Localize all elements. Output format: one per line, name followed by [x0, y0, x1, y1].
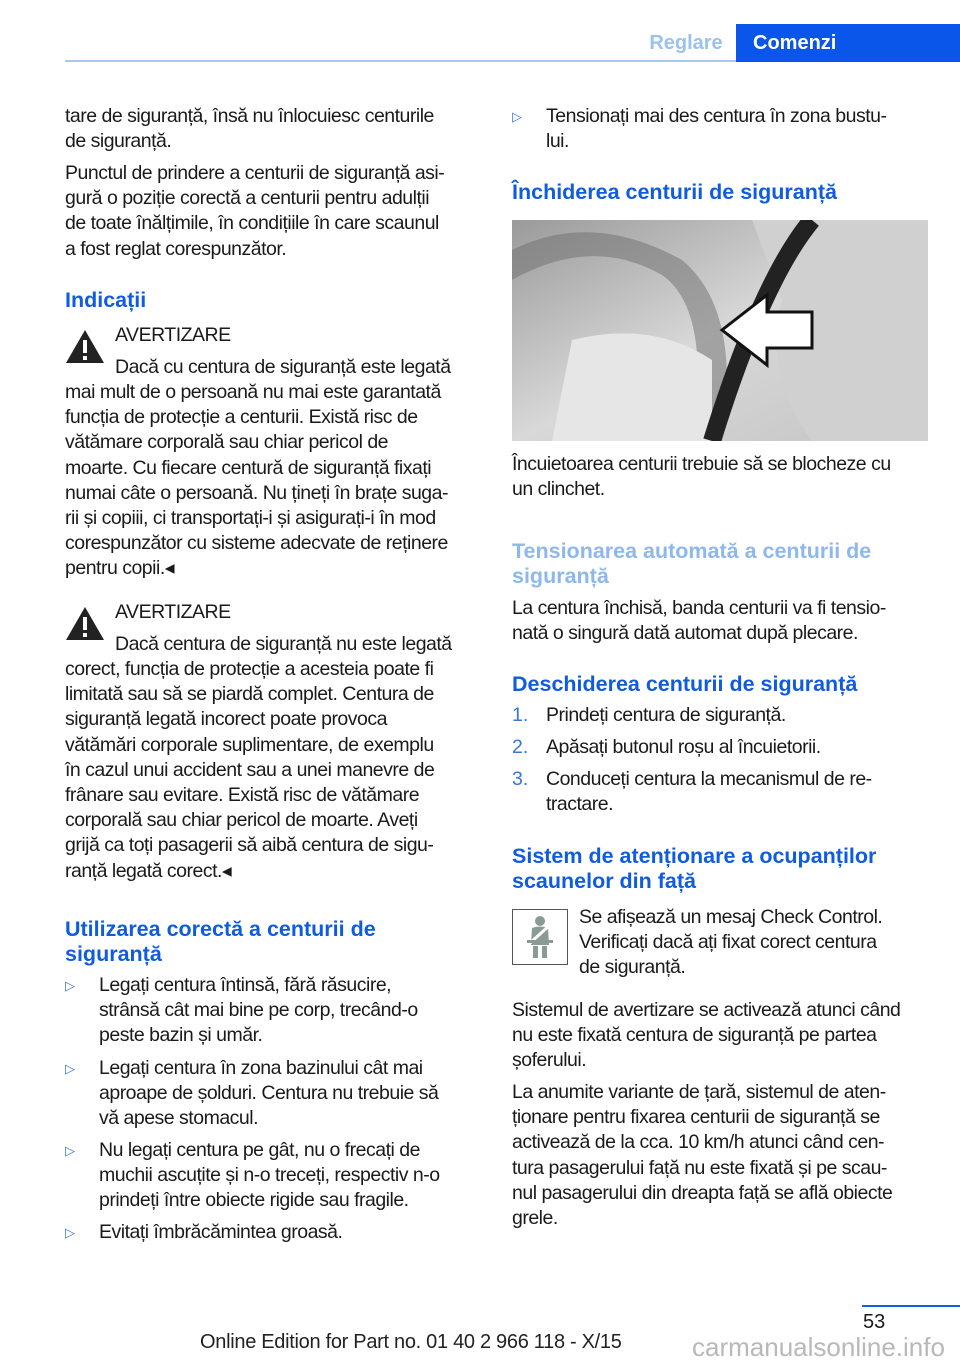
step-number: 2. — [512, 736, 529, 758]
bullet-triangle-icon: ▷ — [65, 1143, 75, 1158]
text-line: Verificați dacă ați fixat corect centura — [579, 931, 877, 954]
text-line: de siguranță. — [65, 130, 172, 153]
text-line: Prindeți centura de siguranță. — [546, 704, 786, 726]
bullet-triangle-icon: ▷ — [512, 109, 522, 124]
text-line: grijă ca toți pasagerii să aibă centura de sigu- — [65, 834, 434, 857]
text-line: aproape de șolduri. Centura nu trebuie să — [99, 1082, 439, 1105]
text-line: Legați centura în zona bazinului cât mai — [99, 1057, 423, 1079]
text-line: funcția de protecție a centurii. Există risc de — [65, 406, 418, 429]
warning-triangle-icon — [65, 328, 105, 364]
warning-triangle-icon — [65, 605, 105, 641]
text-line: a fost reglat corespunzător. — [65, 237, 287, 260]
bullet-text — [99, 973, 485, 1049]
seatbelt-buckle-photo — [512, 220, 928, 441]
text-line: Legați centura întinsă, fără răsucire, — [99, 974, 392, 996]
bullet-item — [65, 1138, 485, 1214]
heading-utilizarea — [65, 917, 376, 967]
text-line: strânsă cât mai bine pe corp, trecând-o — [99, 999, 418, 1022]
text-line: La anumite variante de țară, sistemul de aten- — [512, 1081, 886, 1103]
text-line: de siguranță. — [579, 956, 686, 979]
bullet-item — [65, 1220, 485, 1245]
text-line: șoferului. — [512, 1049, 587, 1072]
text-line: Încuietoarea centurii trebuie să se blocheze cu — [512, 453, 891, 475]
text-line: siguranță — [65, 942, 162, 966]
warning-text — [65, 657, 434, 884]
heading-deschiderea: Deschiderea centurii de siguranță — [512, 672, 858, 696]
text-line: vătămare corporală sau chiar pericol de — [65, 431, 389, 454]
bullet-triangle-icon: ▷ — [65, 978, 75, 993]
system-paragraph — [512, 998, 900, 1074]
text-line: de toate înălțimile, în condițiile în care scaunul — [65, 212, 439, 235]
bullet-text — [99, 1056, 485, 1132]
step-number: 1. — [512, 704, 529, 726]
warning-text-first: Dacă centura de siguranță nu este legată — [115, 633, 452, 655]
photo-caption — [512, 452, 891, 502]
step-text — [546, 703, 932, 728]
page-number: 53 — [863, 1311, 886, 1333]
anchor-paragraph — [65, 161, 444, 262]
heading-inchiderea: Închiderea centurii de siguranță — [512, 180, 837, 204]
text-line: în cazul unui accident sau a unei manevre de — [65, 758, 435, 781]
text-line: Conduceți centura la mecanismul de re- — [546, 768, 872, 790]
text-line: pentru copii.◂ — [65, 557, 175, 580]
text-line: activează de la cca. 10 km/h atunci când cen- — [512, 1131, 885, 1154]
heading-sistem — [512, 844, 876, 894]
tab-reglare[interactable]: Reglare — [649, 32, 723, 54]
step-number: 3. — [512, 768, 529, 790]
check-control-text — [579, 905, 882, 981]
text-line: nată o singură dată automat după plecare. — [512, 622, 858, 645]
text-line: Apăsați butonul roșu al încuietorii. — [546, 736, 821, 758]
text-line: peste bazin și umăr. — [99, 1024, 263, 1047]
text-line: Se afișează un mesaj Check Control. — [579, 906, 883, 928]
text-line: tare de siguranță, însă nu înlocuiesc centurile — [65, 105, 434, 127]
text-line: tractare. — [546, 793, 614, 816]
text-line: limitată sau să se piardă complet. Centura de — [65, 683, 434, 706]
text-line: vă apese stomacul. — [99, 1107, 259, 1130]
text-line: lui. — [546, 130, 569, 153]
system-paragraph-2 — [512, 1080, 892, 1231]
text-line: Sistemul de avertizare se activează atunci când — [512, 999, 901, 1021]
warning-title: AVERTIZARE — [115, 324, 231, 346]
text-line: ranță legată corect.◂ — [65, 859, 232, 882]
text-line: corect, funcția de protecție a acesteia poate fi — [65, 658, 434, 680]
text-line: tura pasagerului față nu este fixată și pe scau- — [512, 1156, 887, 1179]
text-line: un clinchet. — [512, 478, 605, 501]
text-line: Nu legați centura pe gât, nu o frecați de — [99, 1139, 420, 1161]
text-line: corporală sau chiar pericol de moarte. Aveți — [65, 809, 418, 832]
tension-paragraph — [512, 596, 886, 646]
text-line: Tensionarea automată a centurii de — [512, 539, 872, 563]
heading-indicatii: Indicații — [65, 288, 147, 312]
heading-tensionarea — [512, 539, 871, 589]
intro-paragraph — [65, 104, 434, 154]
text-line: Punctul de prindere a centurii de siguranță asi- — [65, 162, 445, 184]
step-text — [546, 767, 932, 817]
text-line: Tensionați mai des centura în zona bustu- — [546, 105, 887, 127]
bullet-triangle-icon: ▷ — [65, 1225, 75, 1240]
bullet-triangle-icon: ▷ — [65, 1061, 75, 1076]
text-line: moarte. Cu fiecare centură de siguranță fixați — [65, 456, 432, 479]
text-line: Utilizarea corectă a centurii de — [65, 917, 376, 941]
warning-title: AVERTIZARE — [115, 601, 231, 623]
text-line: nul pasagerului din dreapta față se află obiecte — [512, 1181, 893, 1204]
bullet-item — [65, 973, 485, 1049]
step-text — [546, 735, 932, 760]
text-line: ționare pentru fixarea centurii de siguranță se — [512, 1106, 880, 1129]
text-line: frânare sau evitare. Există risc de vătămare — [65, 784, 420, 807]
text-line: Evitați îmbrăcămintea groasă. — [99, 1221, 343, 1243]
bullet-item — [65, 1056, 485, 1132]
warning-text — [65, 380, 448, 582]
page-number-rule — [862, 1305, 960, 1307]
text-line: corespunzător cu sisteme adecvate de reținere — [65, 532, 448, 555]
text-line: La centura închisă, banda centurii va fi tensio- — [512, 597, 886, 619]
text-line: gură o poziție corectă a centurii pentru adulții — [65, 187, 430, 210]
text-line: Sistem de atenționare a ocupanților — [512, 844, 877, 868]
step-item — [512, 735, 932, 760]
text-line: scaunelor din față — [512, 869, 696, 893]
step-item — [512, 703, 932, 728]
seatbelt-warning-icon — [512, 909, 568, 965]
watermark: carmanualsonline.info — [692, 1332, 945, 1362]
header-rule — [65, 60, 736, 62]
text-line: mai mult de o persoană nu mai este garantată — [65, 381, 441, 403]
text-line: siguranță — [512, 564, 609, 588]
text-line: nu este fixată centura de siguranță pe partea — [512, 1024, 877, 1047]
text-line: grele. — [512, 1207, 558, 1230]
bullet-item — [512, 104, 932, 154]
text-line: siguranță legată incorect poate provoca — [65, 708, 387, 731]
text-line: vătămări corporale suplimentare, de exemplu — [65, 733, 434, 756]
text-line: muchii ascuțite și n-o treceți, respectiv n-o — [99, 1164, 440, 1187]
step-item — [512, 767, 932, 817]
text-line: prindeți între obiecte rigide sau fragile. — [99, 1189, 409, 1212]
footer-edition: Online Edition for Part no. 01 40 2 966 118 - X/15 — [200, 1331, 622, 1353]
bullet-text — [546, 104, 932, 154]
text-line: rii și copiii, ci transportați-i și asigurați-i în mod — [65, 507, 436, 530]
tab-comenzi[interactable]: Comenzi — [736, 24, 960, 62]
bullet-text — [99, 1220, 485, 1245]
warning-text-first: Dacă cu centura de siguranță este legată — [115, 356, 451, 378]
bullet-text — [99, 1138, 485, 1214]
text-line: numai câte o persoană. Nu țineți în brațe suga- — [65, 481, 448, 504]
